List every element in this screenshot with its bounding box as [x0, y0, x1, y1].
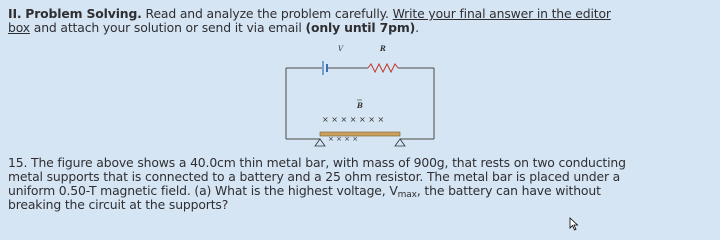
mouse-cursor-icon	[569, 217, 579, 231]
field-label: B	[357, 101, 363, 110]
instruction-line-2	[8, 21, 419, 35]
editor-instruction-link-2[interactable]: box	[8, 20, 30, 35]
question-line-4: breaking the circuit at the supports?	[8, 197, 229, 212]
field-symbols-row-1: × × × × × × ×	[322, 115, 385, 124]
instruction-tail: and attach your solution or send it via email	[33, 20, 302, 35]
resistor-icon	[368, 64, 398, 72]
support-left	[315, 139, 325, 146]
battery-label: V	[338, 45, 344, 53]
support-right	[395, 139, 405, 146]
question-line-2: metal supports that is connected to a battery and a 25 ohm resistor. The metal bar is placed under a	[8, 169, 621, 184]
battery-icon	[323, 61, 327, 75]
field-symbols-row-2: × × × ×	[328, 135, 359, 143]
instruction-line-1	[8, 7, 611, 21]
vmax-subscript: max	[397, 190, 417, 200]
instruction-text: Read and analyze the problem carefully.	[145, 6, 389, 21]
question-line-3-text: uniform 0.50-T magnetic field. (a) What is the highest voltage, V	[8, 183, 398, 198]
resistor-label: R	[380, 44, 386, 53]
section-numeral: II.	[8, 6, 22, 21]
period: .	[415, 20, 419, 35]
question-line-3-end: , the battery can have without	[416, 183, 601, 198]
deadline-text: (only until 7pm)	[305, 20, 416, 35]
editor-instruction-link[interactable]: Write your final answer in the editor	[392, 6, 611, 21]
section-title: Problem Solving.	[25, 6, 142, 21]
circuit-figure	[280, 42, 440, 150]
question-line-1: 15. The figure above shows a 40.0cm thin metal bar, with mass of 900g, that rests on two conducting	[8, 155, 626, 170]
